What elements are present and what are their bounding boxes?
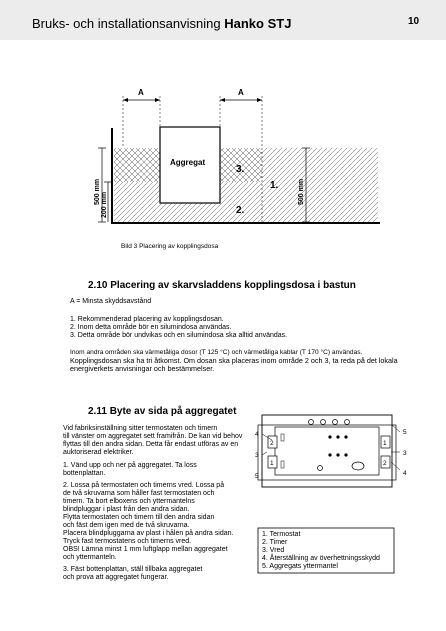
- box-label: 2: [383, 460, 387, 467]
- zone-2-label: 2.: [236, 205, 245, 216]
- zone-1-label: 1.: [270, 180, 279, 191]
- callout-5-left: 5: [255, 473, 259, 480]
- step-2: Flytta termostaten och timern till den andra sidan: [63, 514, 215, 521]
- intro-line: flyttas till den andra sidan. Detta får endast utföras av en: [63, 441, 239, 448]
- legend-item: 5. Aggregats yttermantel: [262, 563, 338, 570]
- legend-item: 3. Vred: [262, 547, 285, 554]
- step-2: de två skruvarna som håller fast termostaten och: [63, 490, 215, 497]
- header-title-prefix: Bruks- och installationsanvisning: [32, 16, 221, 31]
- step-2: timern. Ta bort elboxens och yttermantelns: [63, 498, 195, 505]
- list-item: 1. Rekommenderad placering av kopplingsdosan.: [70, 316, 224, 323]
- step-2: 2. Lossa på termostaten och timerns vred. Lossa på: [63, 482, 225, 489]
- list-item: 3. Detta område bör undvikas och en silumindosa ska alltid användas.: [70, 332, 288, 339]
- dim-a-right: A: [238, 88, 244, 97]
- step-2: Placera blindpluggarna av plast i hålen på andra sidan.: [63, 530, 234, 537]
- legend-item: 1. Termostat: [262, 531, 301, 538]
- box-label: 1: [270, 460, 274, 467]
- callout-3-left: 3: [255, 452, 259, 459]
- legend-item: 4. Återställning av överhettningsskydd: [262, 555, 380, 562]
- dim-200: 200 mm: [101, 191, 108, 218]
- box-label: 2: [270, 440, 274, 447]
- note-line: energiverkets anvisningar och bestämmelser.: [70, 364, 215, 373]
- intro-line: auktoriserad elektriker.: [63, 449, 134, 456]
- figure-caption: Bild 3 Placering av kopplingsdosa: [121, 243, 219, 250]
- callout-5-right: 5: [403, 429, 407, 436]
- step-2: och fäst dem igen med de två skruvarna.: [63, 522, 190, 529]
- step-1: 1. Vänd upp och ner på aggregatet. Ta loss: [63, 462, 197, 469]
- heater-label: Aggregat: [170, 158, 206, 167]
- step-2: OBS! Lämna minst 1 mm luftglapp mellan aggregatet: [63, 546, 228, 553]
- step-3: och prova att aggregatet fungerar.: [63, 574, 169, 581]
- step-1: bottenplattan.: [63, 470, 106, 477]
- step-3: 3. Fäst bottenplattan, ställ tillbaka aggregatet: [63, 566, 203, 573]
- definition-a: A = Minsta skyddsavstånd: [70, 298, 152, 305]
- dim-500-right: 500 mm: [298, 178, 305, 205]
- dim-500-left: 500 mm: [94, 178, 101, 205]
- section-2-11-heading: 2.11 Byte av sida på aggregatet: [88, 406, 237, 417]
- step-2: och yttermanteln.: [63, 554, 117, 561]
- zone-3-label: 3.: [236, 164, 245, 175]
- intro-line: till vänster om aggregatet sett framifrån. De kan vid behov: [63, 433, 243, 440]
- note-line: Inom andra områden ska värmetåliga dosor (T 125 °C) och värmetåliga kablar (T 170 °C) användas.: [70, 349, 363, 356]
- list-item: 2. Inom detta område bör en silumindosa användas.: [70, 324, 232, 331]
- box-label: 1: [383, 440, 387, 447]
- legend-item: 2. Timer: [262, 539, 288, 546]
- callout-3-right: 3: [403, 450, 407, 457]
- header-title-product: Hanko STJ: [224, 16, 292, 31]
- step-2: blindpluggar i plast från den andra sidan.: [63, 506, 190, 513]
- note-line: Kopplingsdosan ska ha tri åtkomst. Om dosan ska placeras inom område 2 och 3, ta reda på det lokala: [70, 356, 398, 365]
- dim-a-left: A: [138, 88, 144, 97]
- step-2: Tryck fast termostatens och timerns vred.: [63, 538, 192, 545]
- callout-4-right: 4: [403, 470, 407, 477]
- page-number: 10: [408, 16, 420, 27]
- section-2-10-heading: 2.10 Placering av skarvsladdens kopplingsdosa i bastun: [88, 280, 356, 291]
- callout-4-left: 4: [255, 431, 259, 438]
- intro-line: Vid fabriksinställning sitter termostaten och timern: [63, 425, 218, 432]
